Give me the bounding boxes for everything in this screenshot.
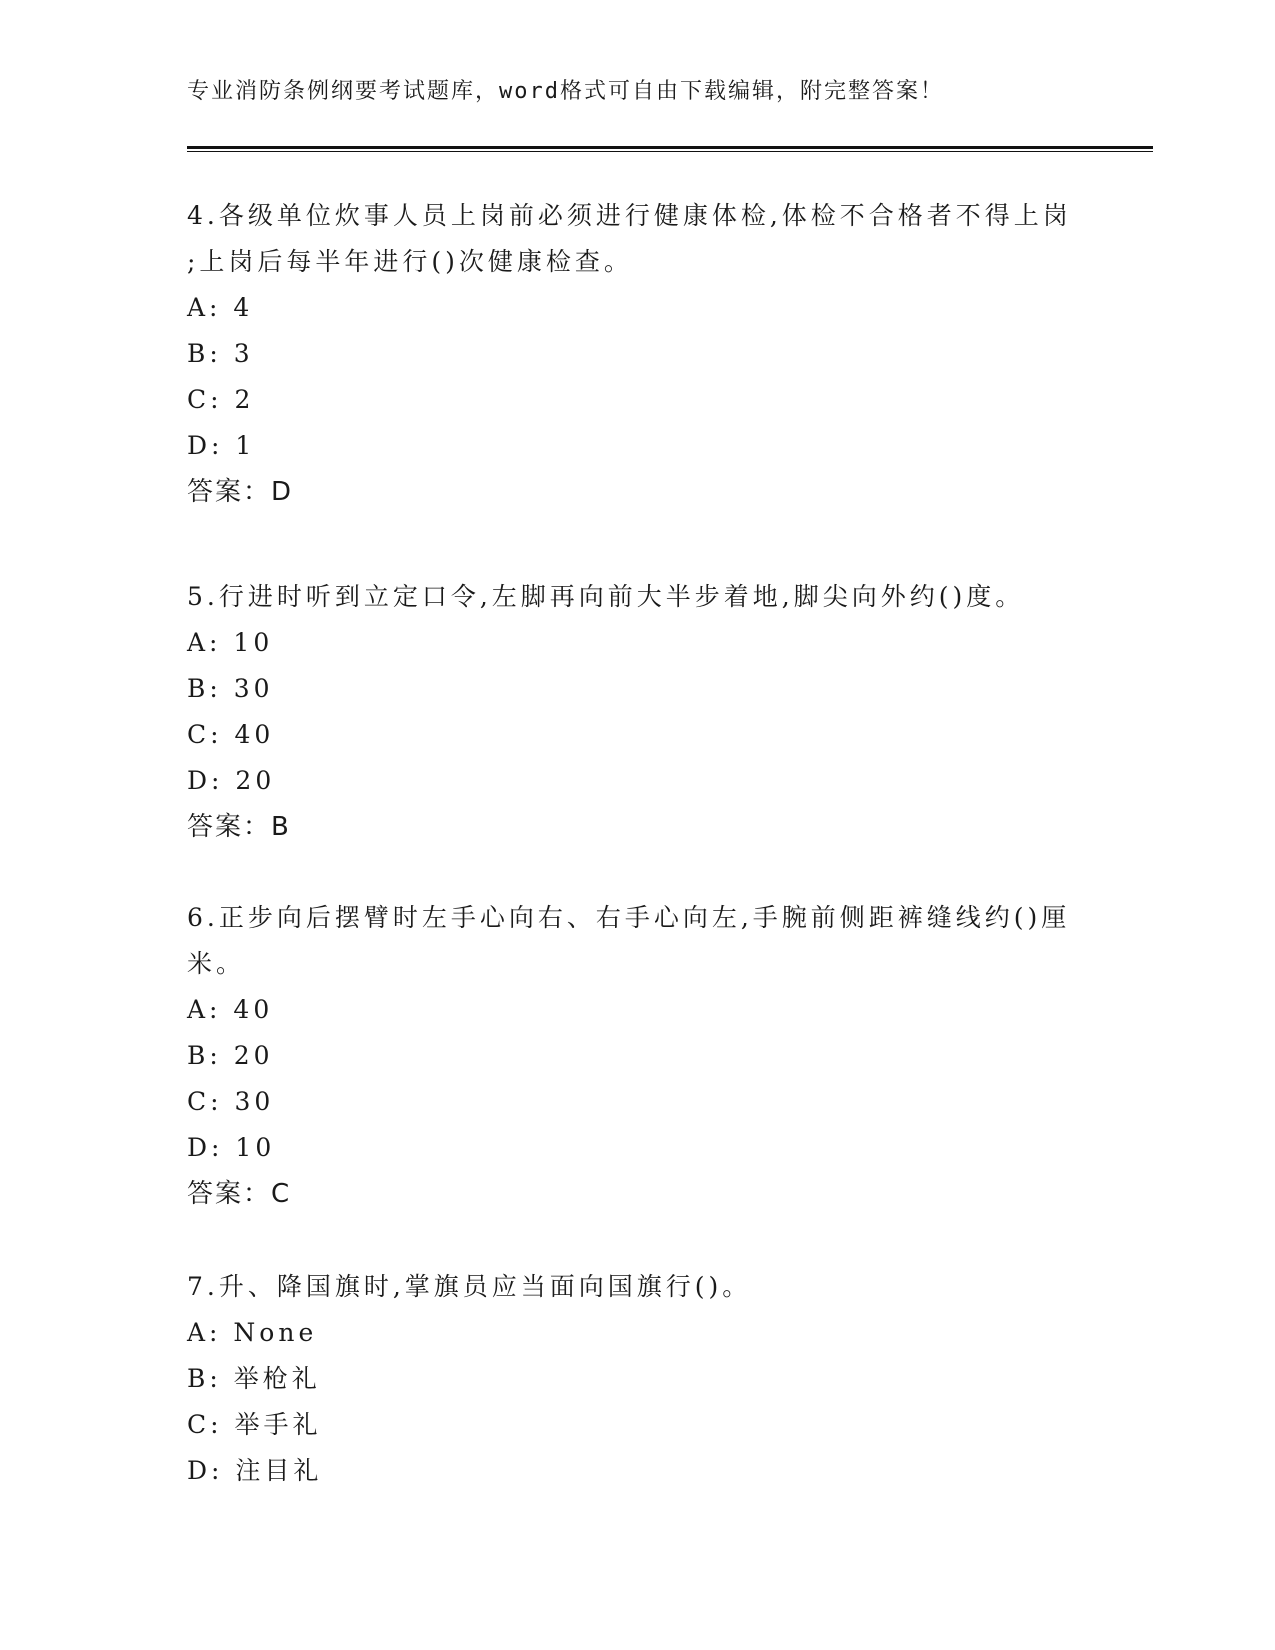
option-d: D: 注目礼 <box>187 1456 323 1485</box>
option-b: B: 20 <box>187 1041 274 1070</box>
question-text: 4.各级单位炊事人员上岗前必须进行健康体检,体检不合格者不得上岗 <box>187 201 1072 230</box>
question-text-continued: ;上岗后每半年进行()次健康检查。 <box>187 247 633 276</box>
option-c: C: 30 <box>187 1087 275 1116</box>
answer: 答案：C <box>187 1179 292 1209</box>
option-b: B: 举枪礼 <box>187 1364 321 1393</box>
option-a: A: 40 <box>187 995 274 1024</box>
option-b: B: 30 <box>187 674 274 703</box>
option-d: D: 20 <box>187 766 276 795</box>
answer: 答案：D <box>187 477 294 507</box>
question-text-continued: 米。 <box>187 949 246 978</box>
option-c: C: 40 <box>187 720 275 749</box>
question-text: 5.行进时听到立定口令,左脚再向前大半步着地,脚尖向外约()度。 <box>187 582 1025 611</box>
header-rule-thin <box>187 151 1153 152</box>
option-c: C: 举手礼 <box>187 1410 322 1439</box>
option-a: A: 4 <box>187 293 254 322</box>
option-b: B: 3 <box>187 339 254 368</box>
question-text: 6.正步向后摆臂时左手心向右、右手心向左,手腕前侧距裤缝线约()厘 <box>187 903 1071 932</box>
option-a: A: 10 <box>187 628 274 657</box>
answer: 答案：B <box>187 812 291 842</box>
question-4 <box>187 193 1087 515</box>
option-c: C: 2 <box>187 385 255 414</box>
question-text: 7.升、降国旗时,掌旗员应当面向国旗行()。 <box>187 1272 752 1301</box>
option-d: D: 1 <box>187 431 256 460</box>
question-6 <box>187 895 1087 1217</box>
question-7 <box>187 1264 1087 1494</box>
page-header: 专业消防条例纲要考试题库，word格式可自由下载编辑，附完整答案！ <box>187 79 944 104</box>
option-d: D: 10 <box>187 1133 276 1162</box>
option-a: A: None <box>187 1318 318 1347</box>
question-5 <box>187 574 1087 850</box>
header-rule <box>187 146 1153 149</box>
